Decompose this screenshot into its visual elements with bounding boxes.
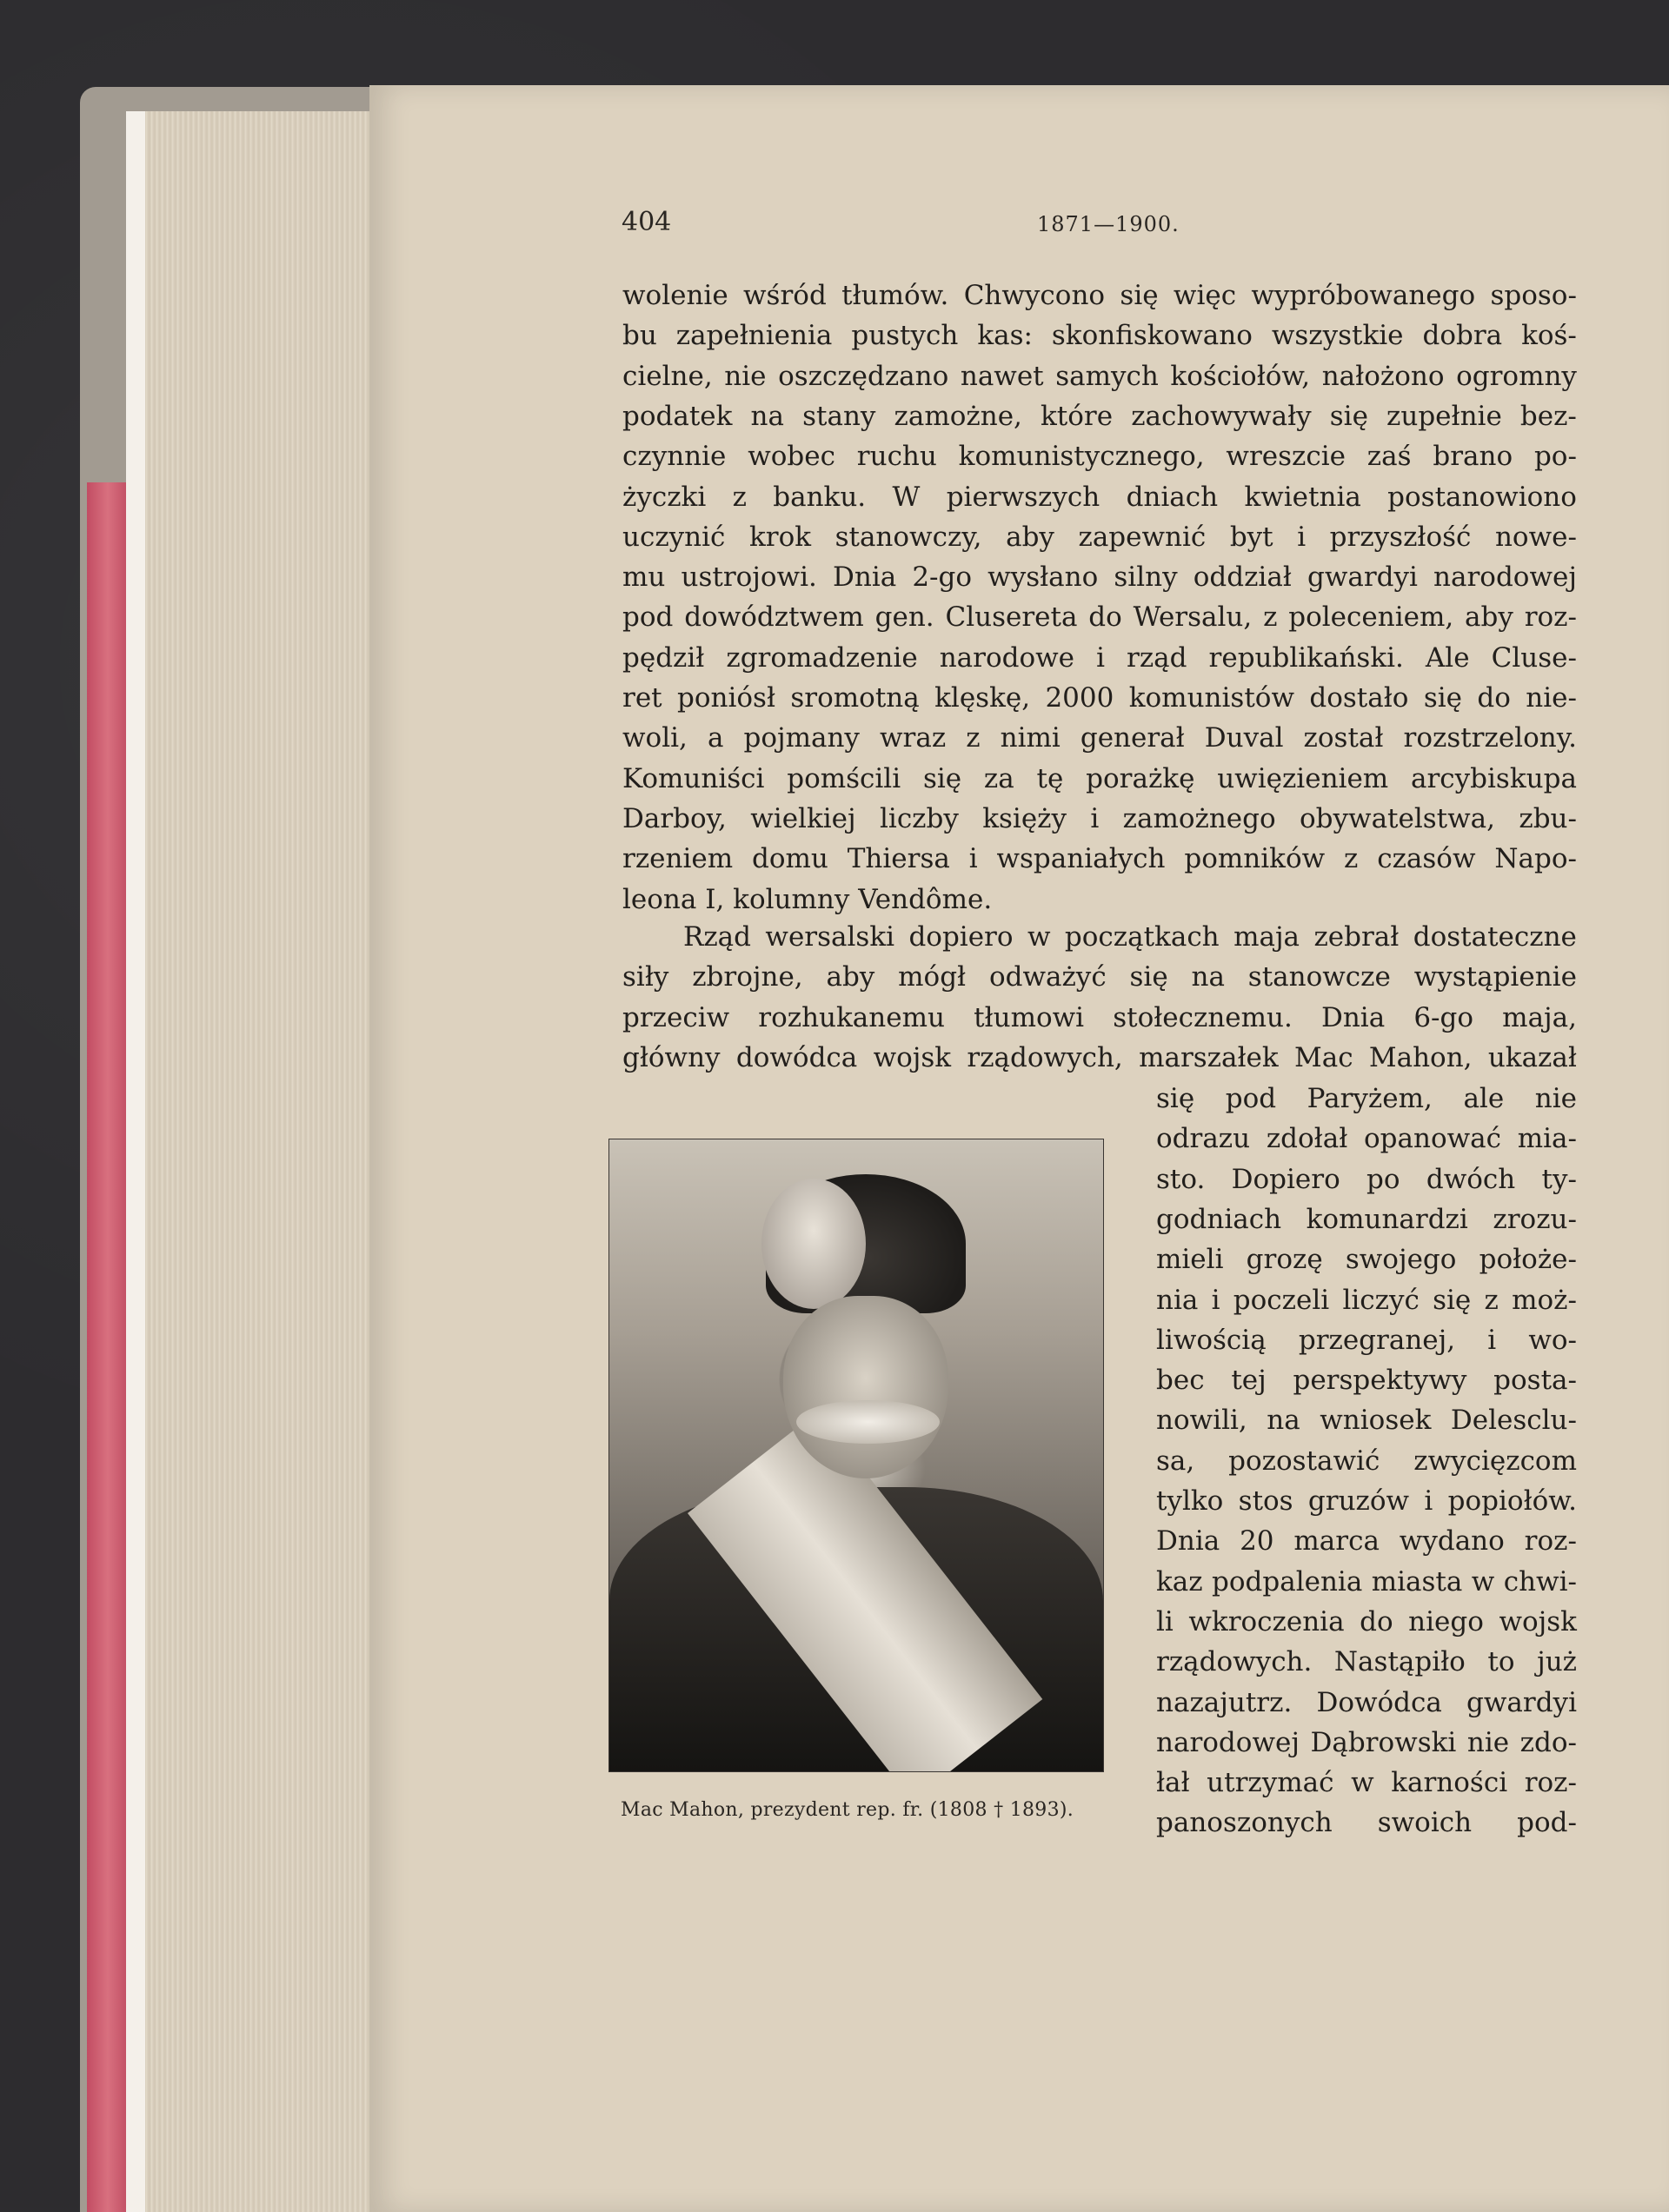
text-line: godniach komunardzi zrozu- <box>1156 1203 1577 1235</box>
text-line: tylko stos gruzów i popiołów. <box>1156 1485 1577 1517</box>
text-line: Dnia 20 marca wydano roz- <box>1156 1525 1577 1558</box>
text-line: przeciw rozhukanemu tłumowi stołecznemu. Dnia 6-go maja, <box>622 1001 1577 1033</box>
text-line: pędził zgromadzenie narodowe i rząd republikański. Ale Cluse- <box>622 641 1577 674</box>
portrait-engraving-mac-mahon <box>608 1139 1104 1772</box>
text-line: łał utrzymać w karności roz- <box>1156 1767 1577 1799</box>
book-spine-pink-edge <box>87 482 129 2212</box>
portrait-hat-plume <box>761 1179 866 1309</box>
figure-caption: Mac Mahon, prezydent rep. fr. (1808 † 1893). <box>621 1799 1074 1821</box>
text-line: główny dowódca wojsk rządowych, marszałek Mac Mahon, ukazał <box>622 1041 1577 1073</box>
running-head: 1871—1900. <box>1037 212 1180 236</box>
text-line: czynnie wobec ruchu komunistycznego, wreszcie zaś brano po- <box>622 441 1577 473</box>
text-line: panoszonych swoich pod- <box>1156 1807 1577 1839</box>
text-line: nazajutrz. Dowódca gwardyi <box>1156 1686 1577 1718</box>
text-line: Darboy, wielkiej liczby księży i zamożnego obywatelstwa, zbu- <box>622 802 1577 834</box>
page-edge-white <box>126 111 145 2212</box>
text-line: nia i poczeli liczyć się z moż- <box>1156 1284 1577 1316</box>
text-line: mu ustrojowi. Dnia 2-go wysłano silny oddział gwardyi narodowej <box>622 561 1577 594</box>
text-line: bec tej perspektywy posta- <box>1156 1365 1577 1397</box>
text-line: cielne, nie oszczędzano nawet samych kościołów, nałożono ogromny <box>622 360 1577 392</box>
text-line: ret poniósł sromotną klęskę, 2000 komunistów dostało się do nie- <box>622 682 1577 714</box>
text-line: li wkroczenia do niego wojsk <box>1156 1605 1577 1637</box>
text-line: życzki z banku. W pierwszych dniach kwietnia postanowiono <box>622 481 1577 513</box>
text-line: narodowej Dąbrowski nie zdo- <box>1156 1726 1577 1758</box>
text-line: pod dowództwem gen. Clusereta do Wersalu, z poleceniem, aby roz- <box>622 601 1577 634</box>
text-line: woli, a pojmany wraz z nimi generał Duval został rozstrzelony. <box>622 722 1577 754</box>
text-line: odrazu zdołał opanować mia- <box>1156 1123 1577 1155</box>
text-line: sto. Dopiero po dwóch ty- <box>1156 1163 1577 1195</box>
page-edges <box>126 111 378 2212</box>
text-line: siły zbrojne, aby mógł odważyć się na stanowcze wystąpienie <box>622 961 1577 993</box>
text-line: uczynić krok stanowczy, aby zapewnić byt i przyszłość nowe- <box>622 521 1577 553</box>
text-line: mieli grozę swojego położe- <box>1156 1244 1577 1276</box>
text-line: Komuniści pomścili się za tę porażkę uwięzieniem arcybiskupa <box>622 762 1577 794</box>
text-line: nowili, na wniosek Delesclu- <box>1156 1405 1577 1437</box>
text-line: sa, pozostawić zwycięzcom <box>1156 1445 1577 1477</box>
portrait-moustache <box>796 1400 940 1444</box>
text-line: wolenie wśród tłumów. Chwycono się więc wypróbowanego sposo- <box>622 280 1577 311</box>
text-line: rządowych. Nastąpiło to już <box>1156 1646 1577 1678</box>
text-line: podatek na stany zamożne, które zachowywały się zupełnie bez- <box>622 400 1577 432</box>
text-line: bu zapełnienia pustych kas: skonfiskowano wszystkie dobra koś- <box>622 320 1577 352</box>
text-line: kaz podpalenia miasta w chwi- <box>1156 1565 1577 1598</box>
text-line: leona I, kolumny Vendôme. <box>622 883 993 915</box>
text-line: się pod Paryżem, ale nie <box>1156 1083 1577 1114</box>
portrait-face <box>783 1296 948 1478</box>
text-line: Rząd wersalski dopiero w początkach maja zebrał dostateczne <box>683 921 1577 953</box>
page-number: 404 <box>622 207 672 237</box>
text-line: rzeniem domu Thiersa i wspaniałych pomników z czasów Napo- <box>622 843 1577 875</box>
text-line: liwością przegranej, i wo- <box>1156 1324 1577 1356</box>
